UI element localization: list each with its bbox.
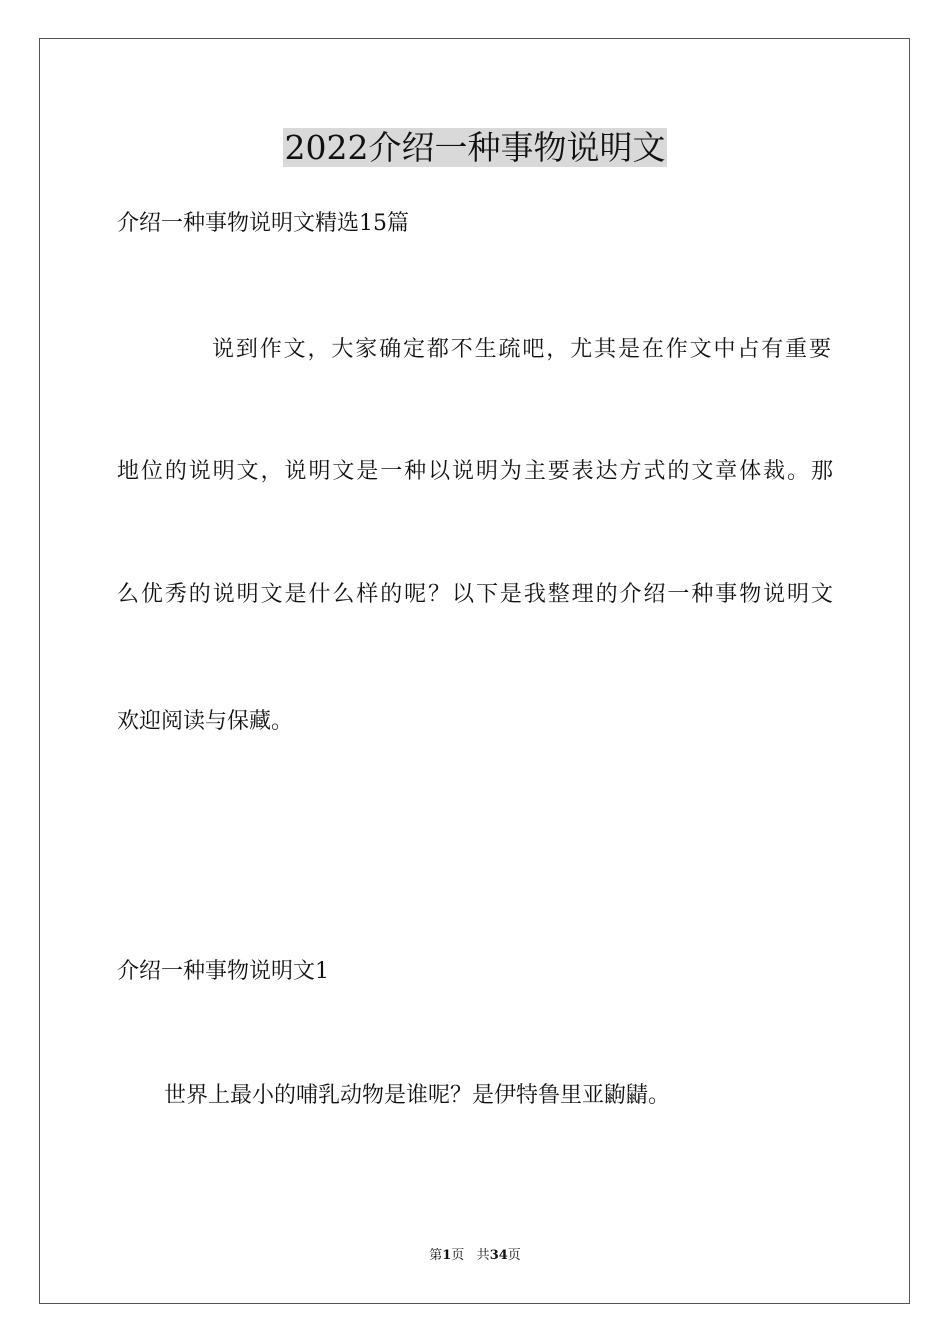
intro-line-3: 么优秀的说明文是什么样的呢？以下是我整理的介绍一种事物说明文 — [117, 582, 833, 607]
footer-page-number: 1 — [442, 1248, 452, 1263]
footer-total-pages: 34 — [489, 1248, 508, 1263]
document-title-text: 2022介绍一种事物说明文 — [284, 128, 666, 167]
page-footer — [0, 1247, 950, 1265]
document-title — [0, 126, 950, 170]
document-subtitle: 介绍一种事物说明文精选15篇 — [117, 211, 409, 236]
section-paragraph-line-1: 世界上最小的哺乳动物是谁呢？是伊特鲁里亚鼩鼱。 — [164, 1083, 671, 1108]
footer-total-prefix: 共 — [476, 1248, 490, 1263]
section-heading: 介绍一种事物说明文1 — [117, 959, 329, 984]
footer-page-suffix: 页 — [451, 1248, 465, 1263]
footer-page-prefix: 第 — [429, 1248, 443, 1263]
intro-line-1: 说到作文，大家确定都不生疏吧，尤其是在作文中占有重要 — [212, 337, 831, 362]
intro-line-4: 欢迎阅读与保藏。 — [117, 709, 294, 734]
footer-total-suffix: 页 — [507, 1248, 521, 1263]
intro-line-2: 地位的说明文，说明文是一种以说明为主要表达方式的文章体裁。那 — [117, 459, 833, 484]
